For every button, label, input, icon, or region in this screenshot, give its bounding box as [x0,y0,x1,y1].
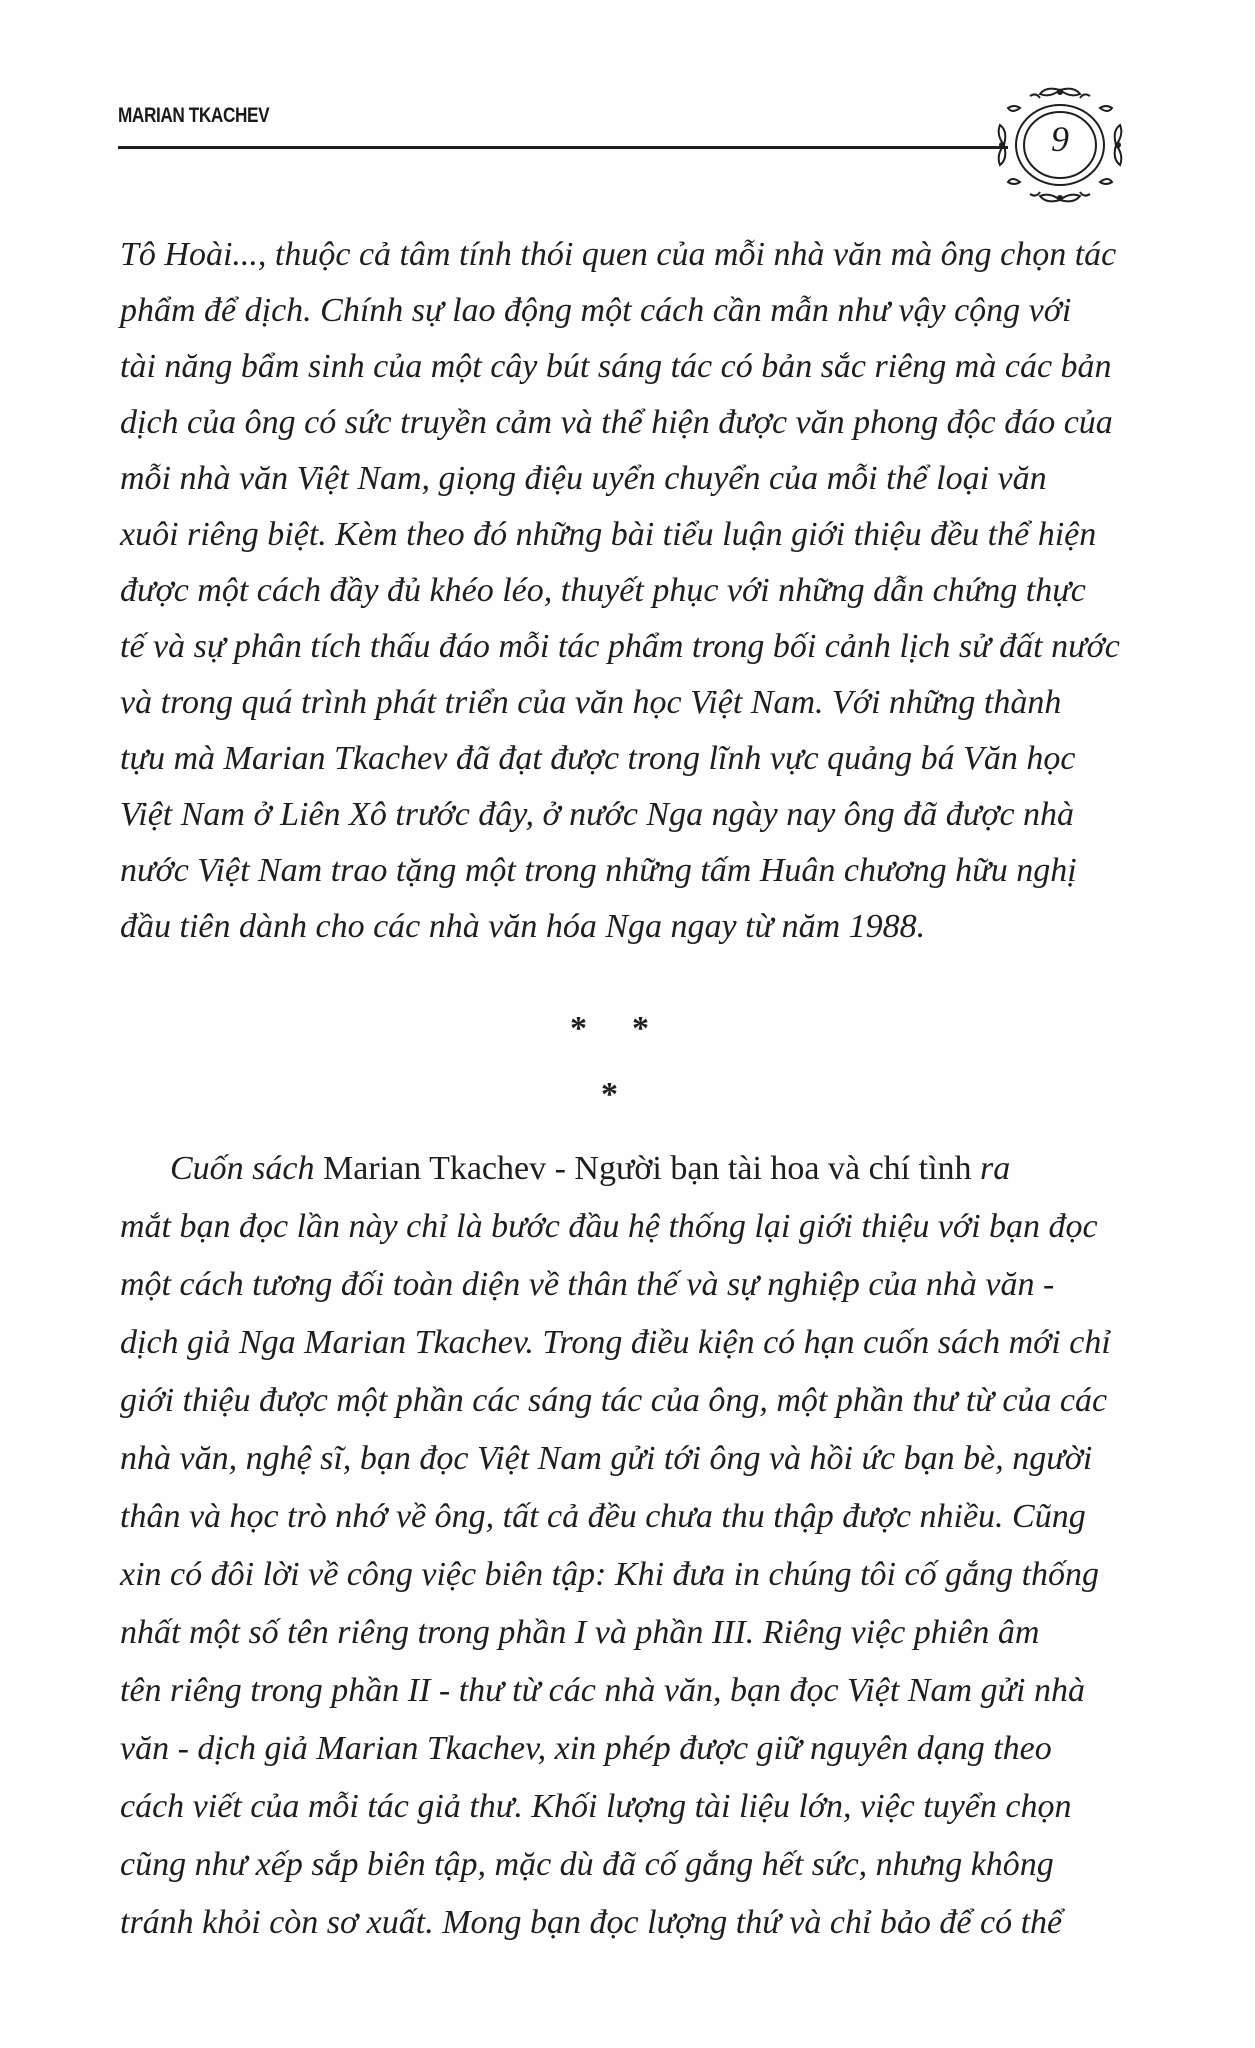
text-line: mỗi nhà văn Việt Nam, giọng điệu uyển chuyển của mỗi thể loại văn [120,460,1047,497]
text-line: Việt Nam ở Liên Xô trước đây, ở nước Nga ngày nay ông đã được nhà [120,796,1075,833]
text-line: mắt bạn đọc lần này chỉ là bước đầu hệ thống lại giới thiệu với bạn đọc [120,1208,1098,1245]
text-line: cách viết của mỗi tác giả thư. Khối lượng tài liệu lớn, việc tuyển chọn [120,1788,1072,1825]
text-line: văn - dịch giả Marian Tkachev, xin phép được giữ nguyên dạng theo [120,1730,1052,1767]
text-tail: ra [971,1150,1011,1187]
text-line: xin có đôi lời về công việc biên tập: Khi đưa in chúng tôi cố gắng thống [120,1556,1100,1593]
text-line: nhà văn, nghệ sĩ, bạn đọc Việt Nam gửi tới ông và hồi ức bạn bè, người [120,1440,1093,1477]
text-line: dịch của ông có sức truyền cảm và thể hiện được văn phong độc đáo của [120,404,1113,441]
text-line: tên riêng trong phần II - thư từ các nhà văn, bạn đọc Việt Nam gửi nhà [120,1672,1085,1709]
running-head: MARIAN TKACHEV [118,104,270,127]
text-line: và trong quá trình phát triển của văn học Việt Nam. Với những thành [120,684,1062,721]
text-line: một cách tương đối toàn diện về thân thế và sự nghiệp của nhà văn - [120,1266,1055,1303]
text-line: tựu mà Marian Tkachev đã đạt được trong lĩnh vực quảng bá Văn học [120,740,1076,777]
separator-asterisk: * [570,1010,587,1047]
text-line: tài năng bẩm sinh của một cây bút sáng tác có bản sắc riêng mà các bản [120,348,1112,385]
text-line: phẩm để dịch. Chính sự lao động một cách cần mẫn như vậy cộng với [120,292,1072,329]
book-title: Marian Tkachev - Người bạn tài hoa và chí tình [323,1150,972,1187]
text-line: đầu tiên dành cho các nhà văn hóa Nga ngay từ năm 1988. [120,908,926,945]
page-number: 9 [1051,119,1069,159]
text-line: cũng như xếp sắp biên tập, mặc dù đã cố gắng hết sức, nhưng không [120,1846,1054,1883]
separator-asterisk: * [601,1076,618,1113]
text-line: giới thiệu được một phần các sáng tác của ông, một phần thư từ của các [120,1382,1108,1419]
text-line: xuôi riêng biệt. Kèm theo đó những bài tiểu luận giới thiệu đều thể hiện [120,516,1097,553]
text-line: tế và sự phân tích thấu đáo mỗi tác phẩm trong bối cảnh lịch sử đất nước [120,628,1120,665]
text-line: được một cách đầy đủ khéo léo, thuyết phục với những dẫn chứng thực [120,572,1086,609]
text-line: tránh khỏi còn sơ xuất. Mong bạn đọc lượng thứ và chỉ bảo để có thể [120,1904,1063,1941]
separator-asterisk: * [632,1010,649,1047]
text-line: nhất một số tên riêng trong phần I và phần III. Riêng việc phiên âm [120,1614,1040,1651]
text-line-first [170,1150,1010,1188]
text-line: thân và học trò nhớ về ông, tất cả đều chưa thu thập được nhiều. Cũng [120,1498,1086,1535]
text-line: Tô Hoài..., thuộc cả tâm tính thói quen của mỗi nhà văn mà ông chọn tác [120,236,1117,273]
header-rule [118,146,1008,149]
text-line: dịch giả Nga Marian Tkachev. Trong điều kiện có hạn cuốn sách mới chỉ [120,1324,1111,1361]
text-lead: Cuốn sách [170,1150,323,1187]
text-line: nước Việt Nam trao tặng một trong những tấm Huân chương hữu nghị [120,852,1077,889]
